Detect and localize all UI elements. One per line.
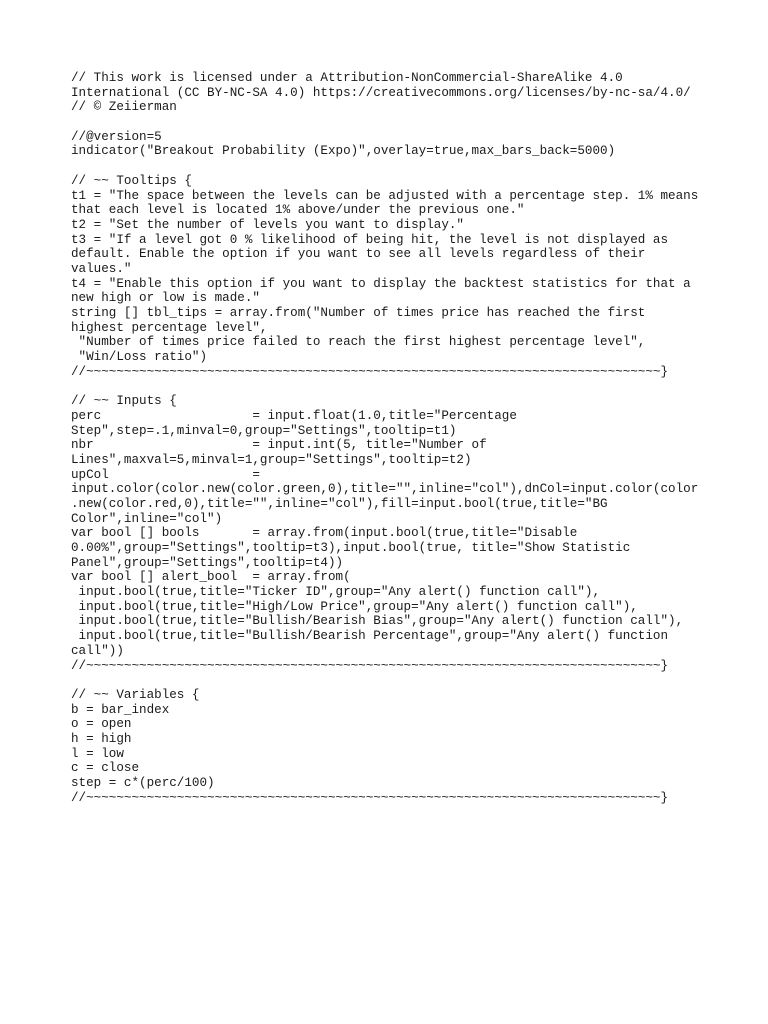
code-line: input.bool(true,title="Ticker ID",group="Any alert() function call"), [71,585,601,600]
blank-line [71,115,711,130]
code-line: string [] tbl_tips = array.from("Number of times price has reached the first [71,306,646,320]
code-line: new high or low is made." [71,291,260,306]
code-line: call")) [71,643,124,658]
code-line: highest percentage level", [71,320,268,335]
code-line: .new(color.red,0),title="",inline="col"),fill=input.bool(true,title="BG [71,496,608,511]
code-line: nbr = input.int(5, title="Number of [71,438,487,453]
code-line: Panel",group="Settings",tooltip=t4)) [71,555,344,570]
code-line: o = open [71,717,132,732]
code-line: Color",inline="col") [71,511,223,526]
code-line: input.bool(true,title="Bullish/Bearish Percentage",group="Any alert() function [71,629,669,644]
code-line: t2 = "Set the number of levels you want to display." [71,217,464,232]
code-line: input.color(color.new(color.green,0),title="",inline="col"),dnCol=input.color(color [71,482,699,497]
blank-line [71,159,711,174]
code-line: Lines",maxval=5,minval=1,group="Settings",tooltip=t2) [71,452,472,467]
code-line: input.bool(true,title="High/Low Price",group="Any alert() function call"), [71,599,638,614]
code-line: var bool [] bools = array.from(input.bool(true,title="Disable [71,526,578,541]
code-line: Step",step=.1,minval=0,group="Settings",tooltip=t1) [71,423,457,438]
code-line: that each level is located 1% above/under the previous one." [71,203,525,218]
code-line: // ~~ Variables { [71,687,200,702]
blank-line [71,673,711,688]
code-line: b = bar_index [71,702,170,717]
code-line: // ~~ Inputs { [71,394,177,409]
code-line: //~~~~~~~~~~~~~~~~~~~~~~~~~~~~~~~~~~~~~~~~~~~~~~~~~~~~~~~~~~~~~~~~~~~~~~~~~~~~} [71,790,669,805]
code-line: "Number of times price failed to reach the first highest percentage level", [71,335,646,350]
code-line: // This work is licensed under a Attribution-NonCommercial-ShareAlike 4.0 [71,71,623,85]
code-line: l = low [71,746,124,761]
code-line: var bool [] alert_bool = array.from( [71,570,351,585]
code-line: upCol = [71,467,260,482]
blank-line [71,379,711,394]
code-line: input.bool(true,title="Bullish/Bearish Bias",group="Any alert() function call"), [71,614,684,629]
code-line: //@version=5 [71,129,162,144]
code-line: c = close [71,761,140,776]
code-block [71,71,711,805]
code-line: values." [71,261,132,276]
code-line: "Win/Loss ratio") [71,350,208,365]
code-line: 0.00%",group="Settings",tooltip=t3),input.bool(true, title="Show Statistic [71,541,631,555]
document-page [71,71,711,805]
code-line: t4 = "Enable this option if you want to display the backtest statistics for that a [71,276,691,291]
code-line: h = high [71,731,132,746]
code-line: // ~~ Tooltips { [71,173,192,188]
code-line: //~~~~~~~~~~~~~~~~~~~~~~~~~~~~~~~~~~~~~~~~~~~~~~~~~~~~~~~~~~~~~~~~~~~~~~~~~~~~} [71,364,669,379]
code-line: //~~~~~~~~~~~~~~~~~~~~~~~~~~~~~~~~~~~~~~~~~~~~~~~~~~~~~~~~~~~~~~~~~~~~~~~~~~~~} [71,658,669,673]
code-line: t3 = "If a level got 0 % likelihood of being hit, the level is not displayed as [71,232,669,247]
code-line: t1 = "The space between the levels can be adjusted with a percentage step. 1% means [71,188,699,203]
code-line: step = c*(perc/100) [71,776,215,790]
code-line: perc = input.float(1.0,title="Percentage [71,408,517,423]
code-line: indicator("Breakout Probability (Expo)",overlay=true,max_bars_back=5000) [71,144,616,159]
code-line: default. Enable the option if you want to see all levels regardless of their [71,247,646,262]
code-line: // © Zeiierman [71,100,177,115]
code-line: International (CC BY-NC-SA 4.0) https://creativecommons.org/licenses/by-nc-sa/4.0/ [71,85,691,100]
